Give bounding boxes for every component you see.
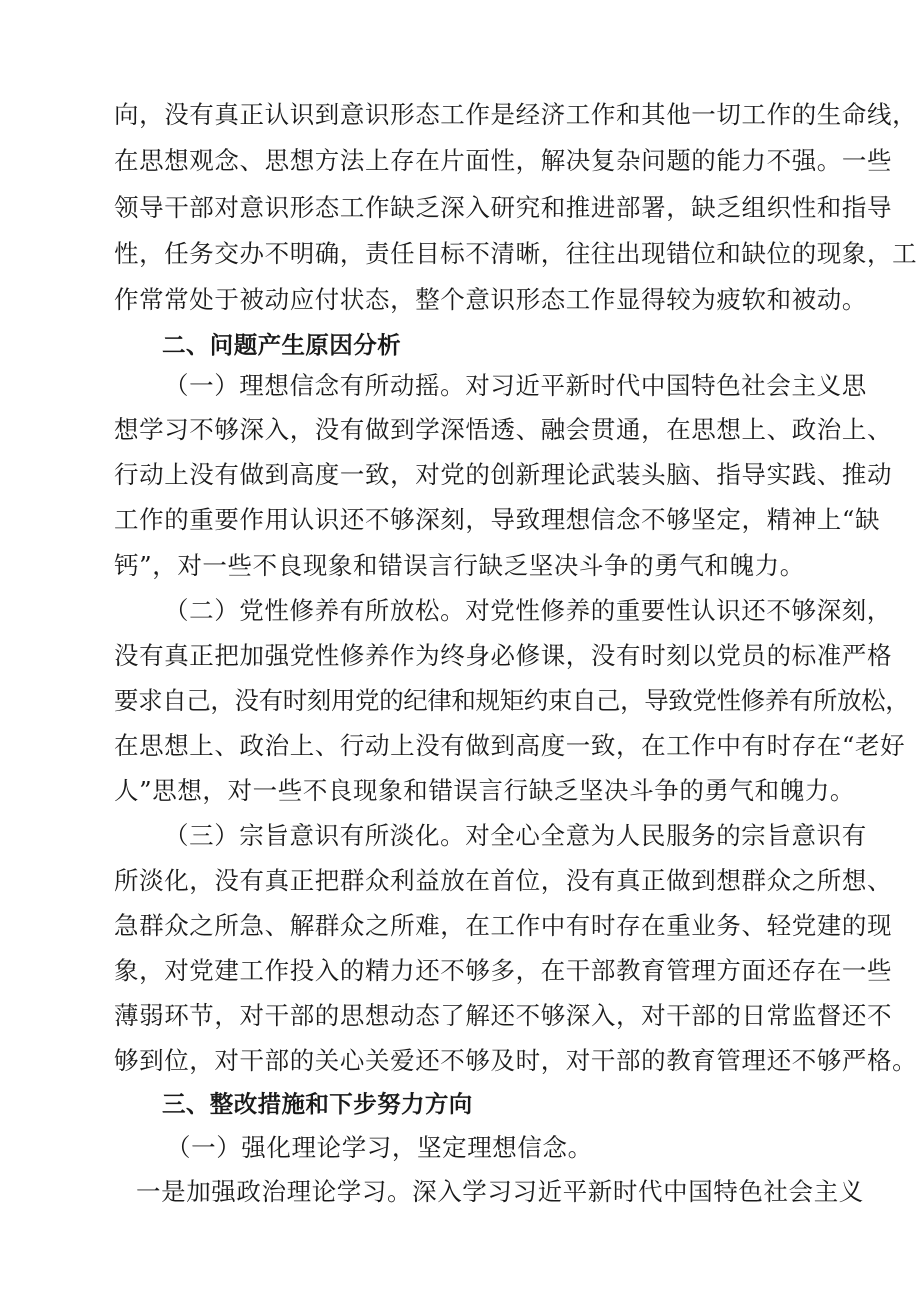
body-text-line: 行动上没有做到高度一致，对党的创新理论武装头脑、指导实践、推动 (114, 460, 893, 489)
body-text-line: 在思想上、政治上、行动上没有做到高度一致，在工作中有时存在“老好 (114, 731, 906, 760)
body-text-line: 作常常处于被动应付状态，整个意识形态工作显得较为疲软和被动。 (114, 285, 867, 314)
body-text-line: 薄弱环节，对干部的思想动态了解还不够深入，对干部的日常监督还不 (114, 1001, 893, 1030)
body-text-line: 工作的重要作用认识还不够深刻，导致理想信念不够坚定，精神上“缺 (114, 505, 881, 534)
body-text-line: 一是加强政治理论学习。深入学习习近平新时代中国特色社会主义 (136, 1177, 864, 1206)
paragraph-first-line: （二）党性修养有所放松。对党性修养的重要性认识还不够深刻， (164, 596, 892, 625)
body-text-line: 急群众之所急、解群众之所难，在工作中有时存在重业务、轻党建的现 (114, 911, 893, 940)
section-heading-2: 二、问题产生原因分析 (162, 331, 401, 359)
body-text-line: 想学习不够深入，没有做到学深悟透、融会贯通，在思想上、政治上、 (114, 415, 893, 444)
body-text-line: 要求自己，没有时刻用党的纪律和规矩约束自己，导致党性修养有所放松， (114, 686, 910, 715)
body-text-line: 在思想观念、思想方法上存在片面性，解决复杂问题的能力不强。一些 (114, 146, 893, 175)
body-text-line: 所淡化，没有真正把群众利益放在首位，没有真正做到想群众之所想、 (114, 866, 893, 895)
paragraph-first-line: （一）理想信念有所动摇。对习近平新时代中国特色社会主义思 (164, 371, 867, 400)
body-text-line: 向，没有真正认识到意识形态工作是经济工作和其他一切工作的生命线， (114, 100, 918, 129)
body-text-line: 性，任务交办不明确，责任目标不清晰，往往出现错位和缺位的现象，工 (114, 239, 918, 268)
body-text-line: 钙”，对一些不良现象和错误言行缺乏坚决斗争的勇气和魄力。 (114, 551, 805, 580)
body-text-line: 没有真正把加强党性修养作为终身必修课，没有时刻以党员的标准严格 (114, 641, 893, 670)
body-text-line: 够到位，对干部的关心关爱还不够及时，对干部的教育管理还不够严格。 (114, 1046, 918, 1075)
body-text-line: 人”思想，对一些不良现象和错误言行缺乏坚决斗争的勇气和魄力。 (114, 776, 856, 805)
section-heading-3: 三、整改措施和下步努力方向 (162, 1090, 473, 1118)
paragraph-first-line: （三）宗旨意识有所淡化。对全心全意为人民服务的宗旨意识有 (164, 821, 867, 850)
subsection-heading: （一）强化理论学习，坚定理想信念。 (166, 1133, 593, 1162)
body-text-line: 领导干部对意识形态工作缺乏深入研究和推进部署，缺乏组织性和指导 (114, 193, 893, 222)
body-text-line: 象，对党建工作投入的精力还不够多，在干部教育管理方面还存在一些 (114, 956, 893, 985)
